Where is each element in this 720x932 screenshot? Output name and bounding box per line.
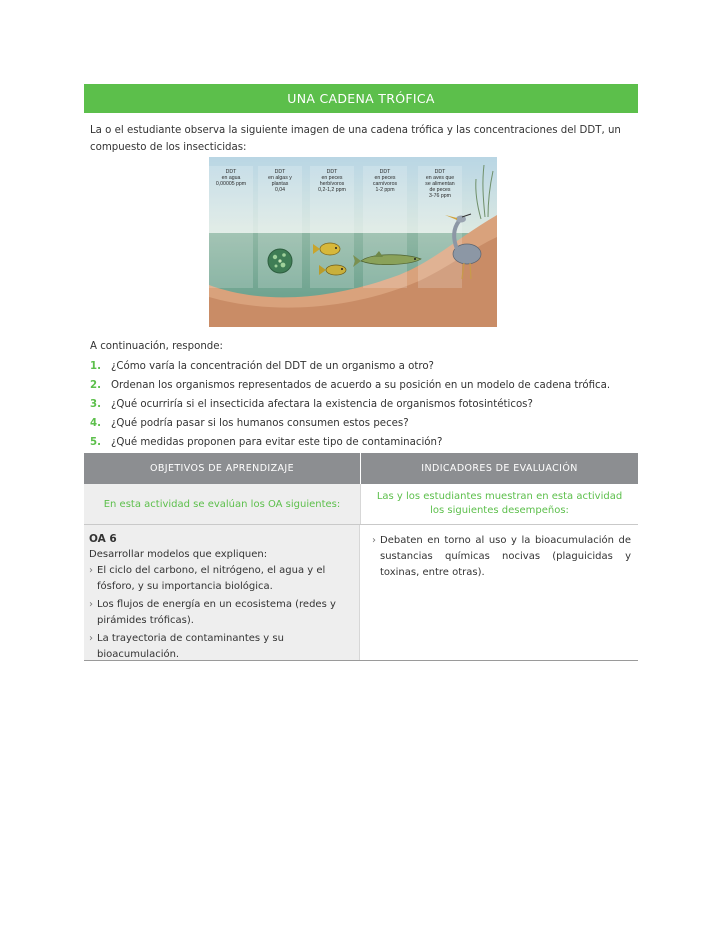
oa-list-item: › La trayectoria de contaminantes y su bioacumulación.: [89, 631, 353, 663]
algae-icon: [268, 249, 292, 273]
curriculum-table: [84, 453, 638, 661]
label-carn-4: 1-2 ppm: [375, 187, 395, 193]
label-water-3: 0,00005 ppm: [215, 181, 247, 187]
oa-list-item: › El ciclo del carbono, el nitrógeno, el agua y el fósforo, y su importancia biológica.: [89, 563, 353, 595]
question-item: [90, 414, 636, 433]
label-bird-4: de peces: [429, 187, 451, 193]
label-algae-2: en algas y: [268, 175, 292, 181]
question-number: 3.: [90, 399, 101, 410]
question-item: [90, 395, 636, 414]
question-number: 1.: [90, 361, 101, 372]
oa-list: [89, 563, 353, 663]
oa-cell: [84, 525, 360, 660]
activity-intro: La o el estudiante observa la siguiente imagen de una cadena trófica y las concentraciones del DDT, un compuesto de los insecticidas:: [90, 125, 621, 153]
label-bird-2: en aves que: [425, 175, 455, 181]
activity-prompt: A continuación, responde:: [90, 341, 223, 352]
label-herb-2: en peces: [321, 175, 343, 181]
label-herb-4: 0,2-1,2 ppm: [318, 187, 346, 193]
label-carn-2: en peces: [374, 175, 396, 181]
label-bird-5: 3-76 ppm: [429, 193, 451, 199]
label-bird-3: se alimentan: [425, 181, 455, 187]
food-chain-illustration: [209, 157, 497, 327]
label-water-2: en agua: [221, 175, 241, 181]
subheader-oa: En esta actividad se evalúan los OA siguientes:: [84, 484, 361, 524]
label-algae-1: DDT: [274, 169, 286, 175]
subheader-desempenos: Las y los estudiantes muestran en esta actividad los siguientes desempeños:: [376, 491, 623, 516]
table-row: [84, 525, 638, 661]
oa-code: OA 6: [89, 533, 117, 545]
question-number: 5.: [90, 437, 101, 448]
question-text: ¿Qué ocurriría si el insecticida afectara la existencia de organismos fotosintéticos?: [111, 399, 533, 410]
header-objetivos: OBJETIVOS DE APRENDIZAJE: [84, 453, 361, 484]
question-item: [90, 433, 636, 452]
activity-title: UNA CADENA TRÓFICA: [287, 91, 435, 106]
label-algae-3: plantas: [271, 181, 289, 187]
question-text: ¿Qué medidas proponen para evitar este tipo de contaminación?: [111, 437, 443, 448]
question-text: Ordenan los organismos representados de acuerdo a su posición en un modelo de cadena trófica.: [111, 380, 611, 391]
oa-description: Desarrollar modelos que expliquen:: [89, 549, 268, 560]
table-header-row: [84, 453, 638, 484]
question-item: [90, 376, 636, 395]
question-number: 4.: [90, 418, 101, 429]
label-herb-3: herbívoros: [319, 181, 345, 187]
label-algae-4: 0,04: [274, 187, 286, 193]
label-bird-1: DDT: [434, 169, 446, 175]
question-text: ¿Qué podría pasar si los humanos consumen estos peces?: [111, 418, 409, 429]
question-text: ¿Cómo varía la concentración del DDT de un organismo a otro?: [111, 361, 434, 372]
food-chain-figure: [209, 157, 497, 327]
table-subheader-row: [84, 484, 638, 525]
label-carn-1: DDT: [379, 169, 391, 175]
question-list: [90, 357, 636, 452]
label-herb-1: DDT: [326, 169, 338, 175]
label-carn-3: carnívoros: [372, 181, 398, 187]
oa-list-item: › Los flujos de energía en un ecosistema (redes y pirámides tróficas).: [89, 597, 353, 629]
activity-title-banner: [84, 84, 638, 113]
question-item: [90, 357, 636, 376]
label-water-1: DDT: [225, 169, 237, 175]
header-indicadores: INDICADORES DE EVALUACIÓN: [421, 463, 578, 474]
indicator-cell: [360, 525, 637, 660]
question-number: 2.: [90, 380, 101, 391]
indicator-item: › Debaten en torno al uso y la bioacumulación de sustancias químicas nocivas (plaguicidas y toxinas, entre otras).: [372, 533, 631, 581]
